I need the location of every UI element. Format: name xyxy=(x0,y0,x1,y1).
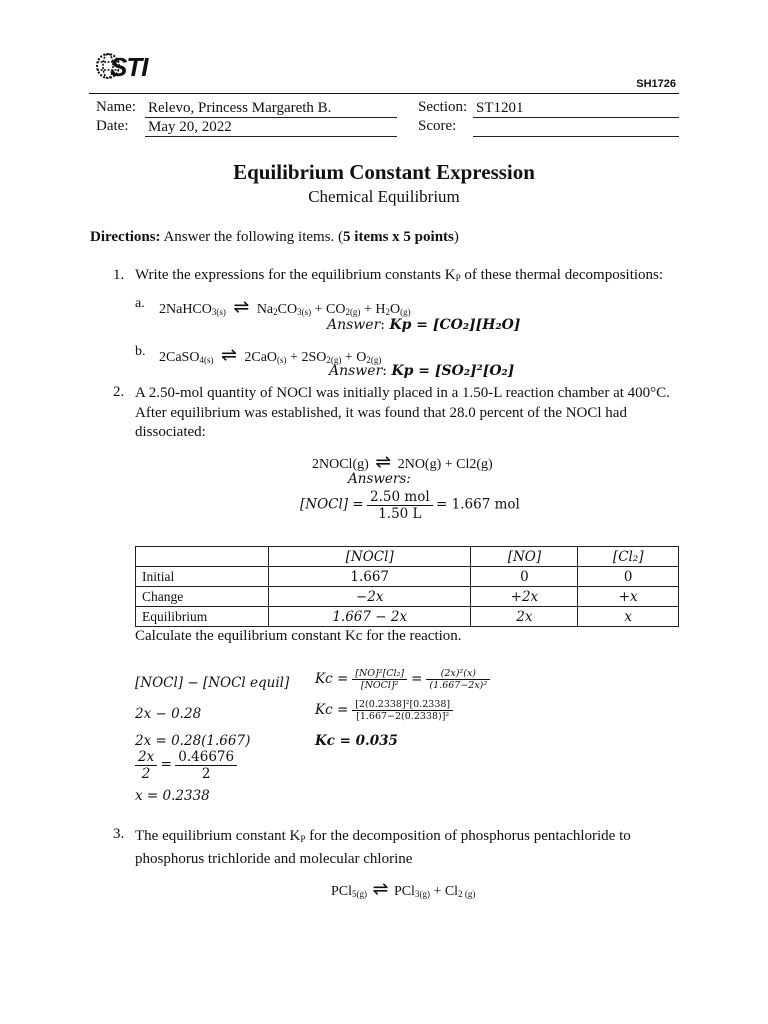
q2-equation: 2NOCl(g) ⇌ 2NO(g) + Cl2(g) xyxy=(312,451,493,473)
section-label: Section: xyxy=(418,99,468,115)
q1a-equation: 2NaHCO$_{3(s)}$ ⇌ $Na_2CO_{3(s)} + CO_{2(g)} + H_2O_{(g)}$ xyxy=(159,296,411,318)
doc-code: SH1726 xyxy=(636,78,676,90)
q1a-answer: Answer: Kp = [CO₂][H₂O] xyxy=(327,317,521,333)
q1b-equation: 2CaSO$_{4(s)}$ ⇌ $2CaO_{(s)} + 2SO_{2(g)} + O_{2(g)}$ xyxy=(159,344,382,366)
section-value: ST1201 xyxy=(476,100,524,116)
q1b-letter: b. xyxy=(135,344,146,359)
sti-logo xyxy=(96,52,156,82)
equilibrium-arrow-icon: ⇌ xyxy=(233,296,250,318)
q1-text: Write the expressions for the equilibrium constants $K_P$ of these thermal decompositions: xyxy=(135,267,664,283)
score-field xyxy=(473,118,679,137)
q3-equation: PCl$_{5(g)}$ ⇌ $PCl_{3(g)} + Cl_{2 (g)}$ xyxy=(331,878,476,900)
q2-text: A 2.50-mol quantity of NOCl was initially placed in a 1.50-L reaction chamber at 400°C. After equilibrium was established, it was found that 28.0 percent of the NOCl had dissociated: xyxy=(135,385,670,440)
page-subtitle: Chemical Equilibrium xyxy=(308,187,460,206)
equilibrium-arrow-icon: ⇌ xyxy=(375,451,392,473)
q2-number: 2. xyxy=(113,384,125,400)
directions: Directions: Answer the following items. (5 items x 5 points) xyxy=(90,229,459,245)
header-rule xyxy=(89,93,679,94)
directions-label: Directions: xyxy=(90,229,161,245)
table-header-row: [NOCl] [NO] [Cl₂] xyxy=(136,547,679,567)
work-line-1: [NOCl] − [NOCl equil] xyxy=(135,675,290,691)
ice-table xyxy=(135,546,679,627)
directions-text: Answer the following items. ( xyxy=(160,229,344,245)
q1a-letter: a. xyxy=(135,296,145,311)
equilibrium-arrow-icon: ⇌ xyxy=(220,344,237,366)
name-field xyxy=(145,99,397,118)
score-label: Score: xyxy=(418,118,457,134)
work-line-5: x = 0.2338 xyxy=(135,788,210,804)
q3-number: 3. xyxy=(113,826,125,842)
table-row: Change −2x +2x +x xyxy=(136,587,679,607)
concentration-fraction: $\frac{\text{2.50 mol}}{1.50 L}$ xyxy=(367,489,433,522)
q2-answers-label: Answers: xyxy=(348,471,411,487)
kc-expression-2: Kc = $\frac{\text{[2(0.2338]²[0.2338]}}{\text{[1.667−2(0.2338)]²}}$ xyxy=(315,699,453,722)
work-line-3: 2x = 0.28(1.667) xyxy=(135,733,251,749)
q3-text: The equilibrium constant $K_P$ for the decomposition of phosphorus pentachloride to phosphorus trichloride and molecular chlorine xyxy=(135,828,631,867)
directions-points: 5 items x 5 points xyxy=(343,229,454,245)
table-row: Initial 1.667 0 0 xyxy=(136,567,679,587)
work-line-2: 2x − 0.28 xyxy=(135,706,202,722)
work-line-4: $\frac{2x}{2}$ = $\frac{0.46676}{2}$ xyxy=(135,749,237,782)
date-label: Date: xyxy=(96,118,129,134)
section-field xyxy=(473,99,679,118)
table-row: Equilibrium 1.667 − 2x 2x x xyxy=(136,607,679,627)
date-value: May 20, 2022 xyxy=(148,119,232,135)
q1-number: 1. xyxy=(113,267,125,283)
name-value: Relevo, Princess Margareth B. xyxy=(148,100,332,116)
name-label: Name: xyxy=(96,99,136,115)
kc-expression-1: Kc = $\frac{\text{[NO]²[Cl₂]}}{\text{[NOCl]²}}$ = $\frac{\text{(2x)²(x)}}{\text{(1.667−2x)²}}$ xyxy=(315,668,490,691)
kc-final: Kc = 0.035 xyxy=(315,733,398,749)
page-title: Equilibrium Constant Expression xyxy=(233,160,535,184)
logo-text: STI xyxy=(110,52,148,82)
q2-concentration: [NOCl] = $\frac{\text{2.50 mol}}{1.50 L}$ = 1.667 mol xyxy=(300,489,520,522)
q1b-answer: Answer: Kp = [SO₂]²[O₂] xyxy=(329,363,515,379)
equilibrium-arrow-icon: ⇌ xyxy=(372,878,389,900)
q2-calc-prompt: Calculate the equilibrium constant Kc for the reaction. xyxy=(135,628,462,644)
date-field xyxy=(145,118,397,137)
